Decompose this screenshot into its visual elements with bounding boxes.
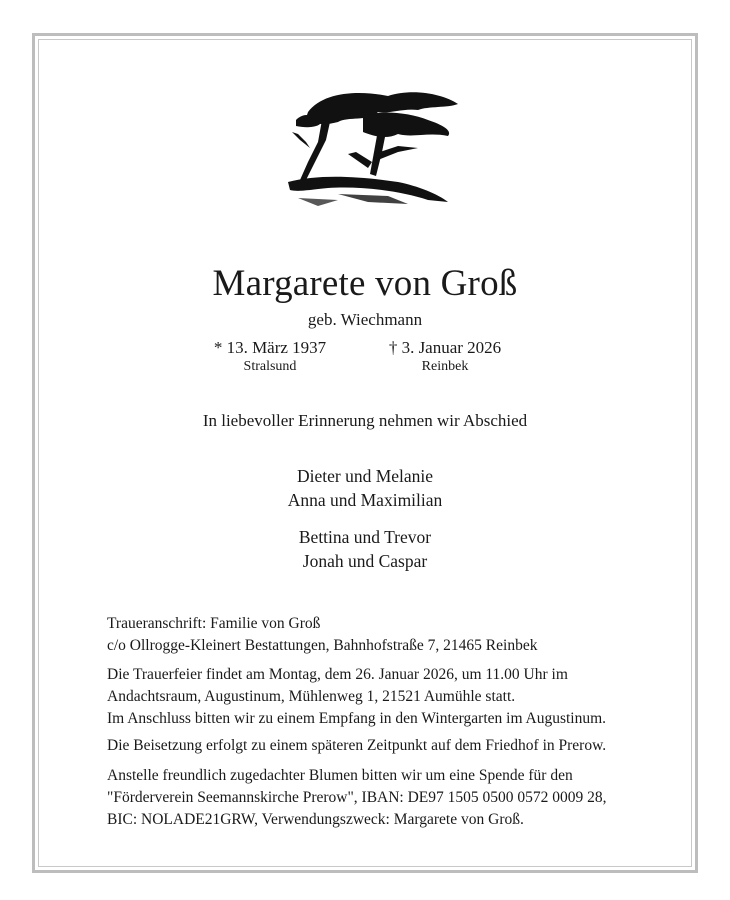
birth-place: Stralsund [243,359,297,374]
mourner-line: Dieter und Melanie [296,466,434,486]
ceremony-line: Im Anschluss bitten wir zu einem Empfang in den Wintergarten im Augustinum. [107,710,607,727]
windswept-trees-icon [278,82,464,212]
ceremony-line: Andachtsraum, Augustinum, Mühlenweg 1, 21521 Aumühle statt. [107,688,516,705]
death-date: † 3. Januar 2026 [388,338,502,357]
address-line: Traueranschrift: Familie von Groß [107,615,321,632]
birth-name: geb. Wiechmann [307,310,423,329]
mourner-group [0,464,730,512]
mourning-address [107,613,667,657]
donation-line: "Förderverein Seemannskirche Prerow", IBAN: DE97 1505 0500 0572 0009 28, [107,789,607,806]
burial-line: Die Beisetzung erfolgt zu einem späteren Zeitpunkt auf dem Friedhof in Prerow. [107,737,607,754]
mourner-line: Bettina und Trevor [298,527,432,547]
mourner-group [0,525,730,573]
donation-info [107,765,667,831]
address-line: c/o Ollrogge-Kleinert Bestattungen, Bahnhofstraße 7, 21465 Reinbek [107,637,538,654]
birth-date: * 13. März 1937 [213,338,327,357]
death-place: Reinbek [421,359,469,374]
farewell-text: In liebevoller Erinnerung nehmen wir Abschied [202,411,528,430]
deceased-name: Margarete von Groß [212,263,518,304]
donation-line: Anstelle freundlich zugedachter Blumen bitten wir um eine Spende für den [107,767,573,784]
donation-line: BIC: NOLADE21GRW, Verwendungszweck: Margarete von Groß. [107,811,524,828]
ceremony-info [107,664,667,730]
burial-info [107,735,667,757]
ceremony-line: Die Trauerfeier findet am Montag, dem 26. Januar 2026, um 11.00 Uhr im [107,666,568,683]
mourner-line: Anna und Maximilian [287,490,443,510]
mourner-line: Jonah und Caspar [302,551,428,571]
